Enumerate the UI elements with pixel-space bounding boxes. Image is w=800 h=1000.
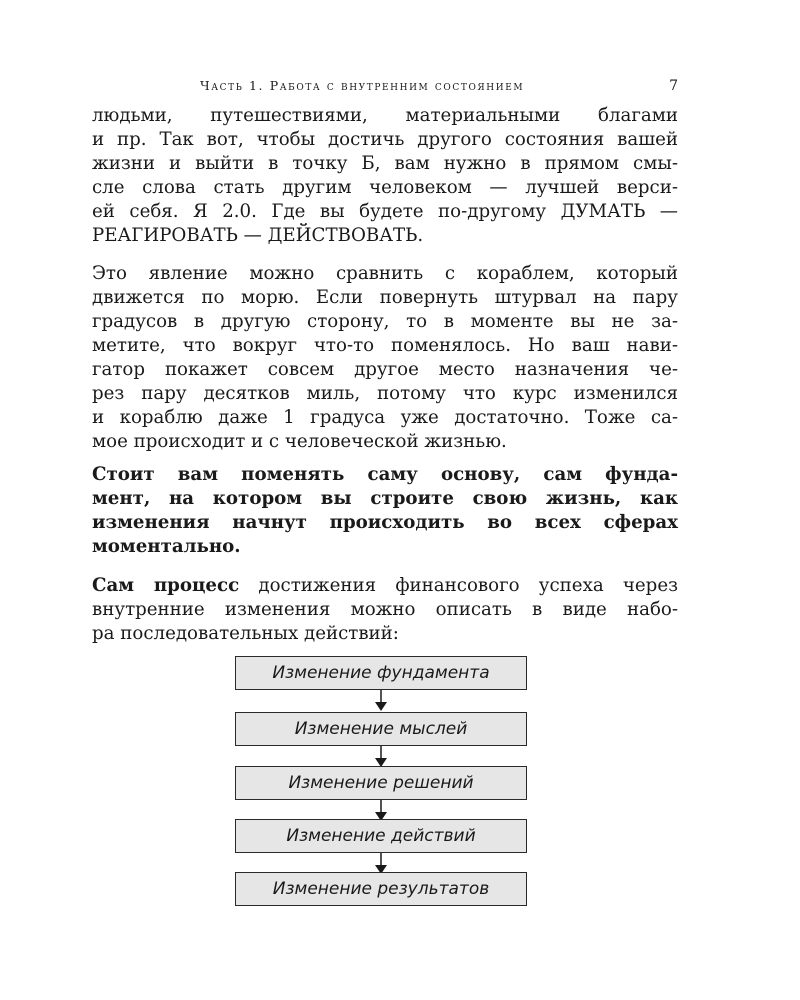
down-arrow-icon — [371, 746, 391, 768]
text-line: мент, на котором вы строите свою жизнь, как — [92, 488, 678, 509]
text-line: метите, что вокруг что-то поменялось. Но ваш нави- — [92, 335, 678, 356]
text-line: Стоит вам поменять саму основу, сам фунда- — [92, 464, 678, 485]
text-line: рез пару десятков миль, потому что курс изменился — [92, 383, 678, 404]
running-header — [200, 78, 678, 94]
flow-step-foundation: Изменение фундамента — [235, 656, 527, 690]
text-line — [92, 574, 678, 598]
text-line: внутренние изменения можно описать в виде набо- — [92, 599, 678, 620]
paragraph-3-emphasis — [92, 463, 678, 559]
text-line: Это явление можно сравнить с кораблем, который — [92, 263, 678, 284]
text-line: мое происходит и с человеческой жизнью. — [92, 431, 507, 452]
flow-step-decisions: Изменение решений — [235, 766, 527, 800]
chapter-title: Часть 1. Работа с внутренним состоянием — [200, 78, 525, 93]
down-arrow-icon — [371, 690, 391, 712]
flow-step-thoughts: Изменение мыслей — [235, 712, 527, 746]
text-line: и пр. Так вот, чтобы достичь другого состояния вашей — [92, 129, 678, 150]
text-line: РЕАГИРОВАТЬ — ДЕЙСТВОВАТЬ. — [92, 225, 424, 246]
text-line: и кораблю даже 1 градуса уже достаточно. Тоже са- — [92, 407, 678, 428]
text-line: движется по морю. Если повернуть штурвал на пару — [92, 287, 678, 308]
paragraph-1 — [92, 104, 678, 248]
page-number: 7 — [669, 78, 678, 94]
text-line: сле слова стать другим человеком — лучшей верси- — [92, 177, 678, 198]
text-line: моментально. — [92, 536, 241, 557]
paragraph-4 — [92, 574, 678, 646]
text-line: гатор покажет совсем другое место назначения че- — [92, 359, 678, 380]
text-line: изменения начнут происходить во всех сферах — [92, 512, 678, 533]
text-line: ра последовательных действий: — [92, 623, 399, 644]
text-line: жизни и выйти в точку Б, вам нужно в прямом смы- — [92, 153, 678, 174]
flow-step-actions: Изменение действий — [235, 819, 527, 853]
text-line: людьми, путешествиями, материальными благами — [92, 105, 678, 126]
flow-step-results: Изменение результатов — [235, 872, 527, 906]
lead-phrase: Сам процесс — [92, 575, 240, 596]
lead-rest: достижения финансового успеха через — [239, 575, 678, 596]
paragraph-2 — [92, 262, 678, 454]
text-line: градусов в другую сторону, то в моменте вы не за- — [92, 311, 678, 332]
text-line: ей себя. Я 2.0. Где вы будете по-другому ДУМАТЬ — — [92, 201, 678, 222]
